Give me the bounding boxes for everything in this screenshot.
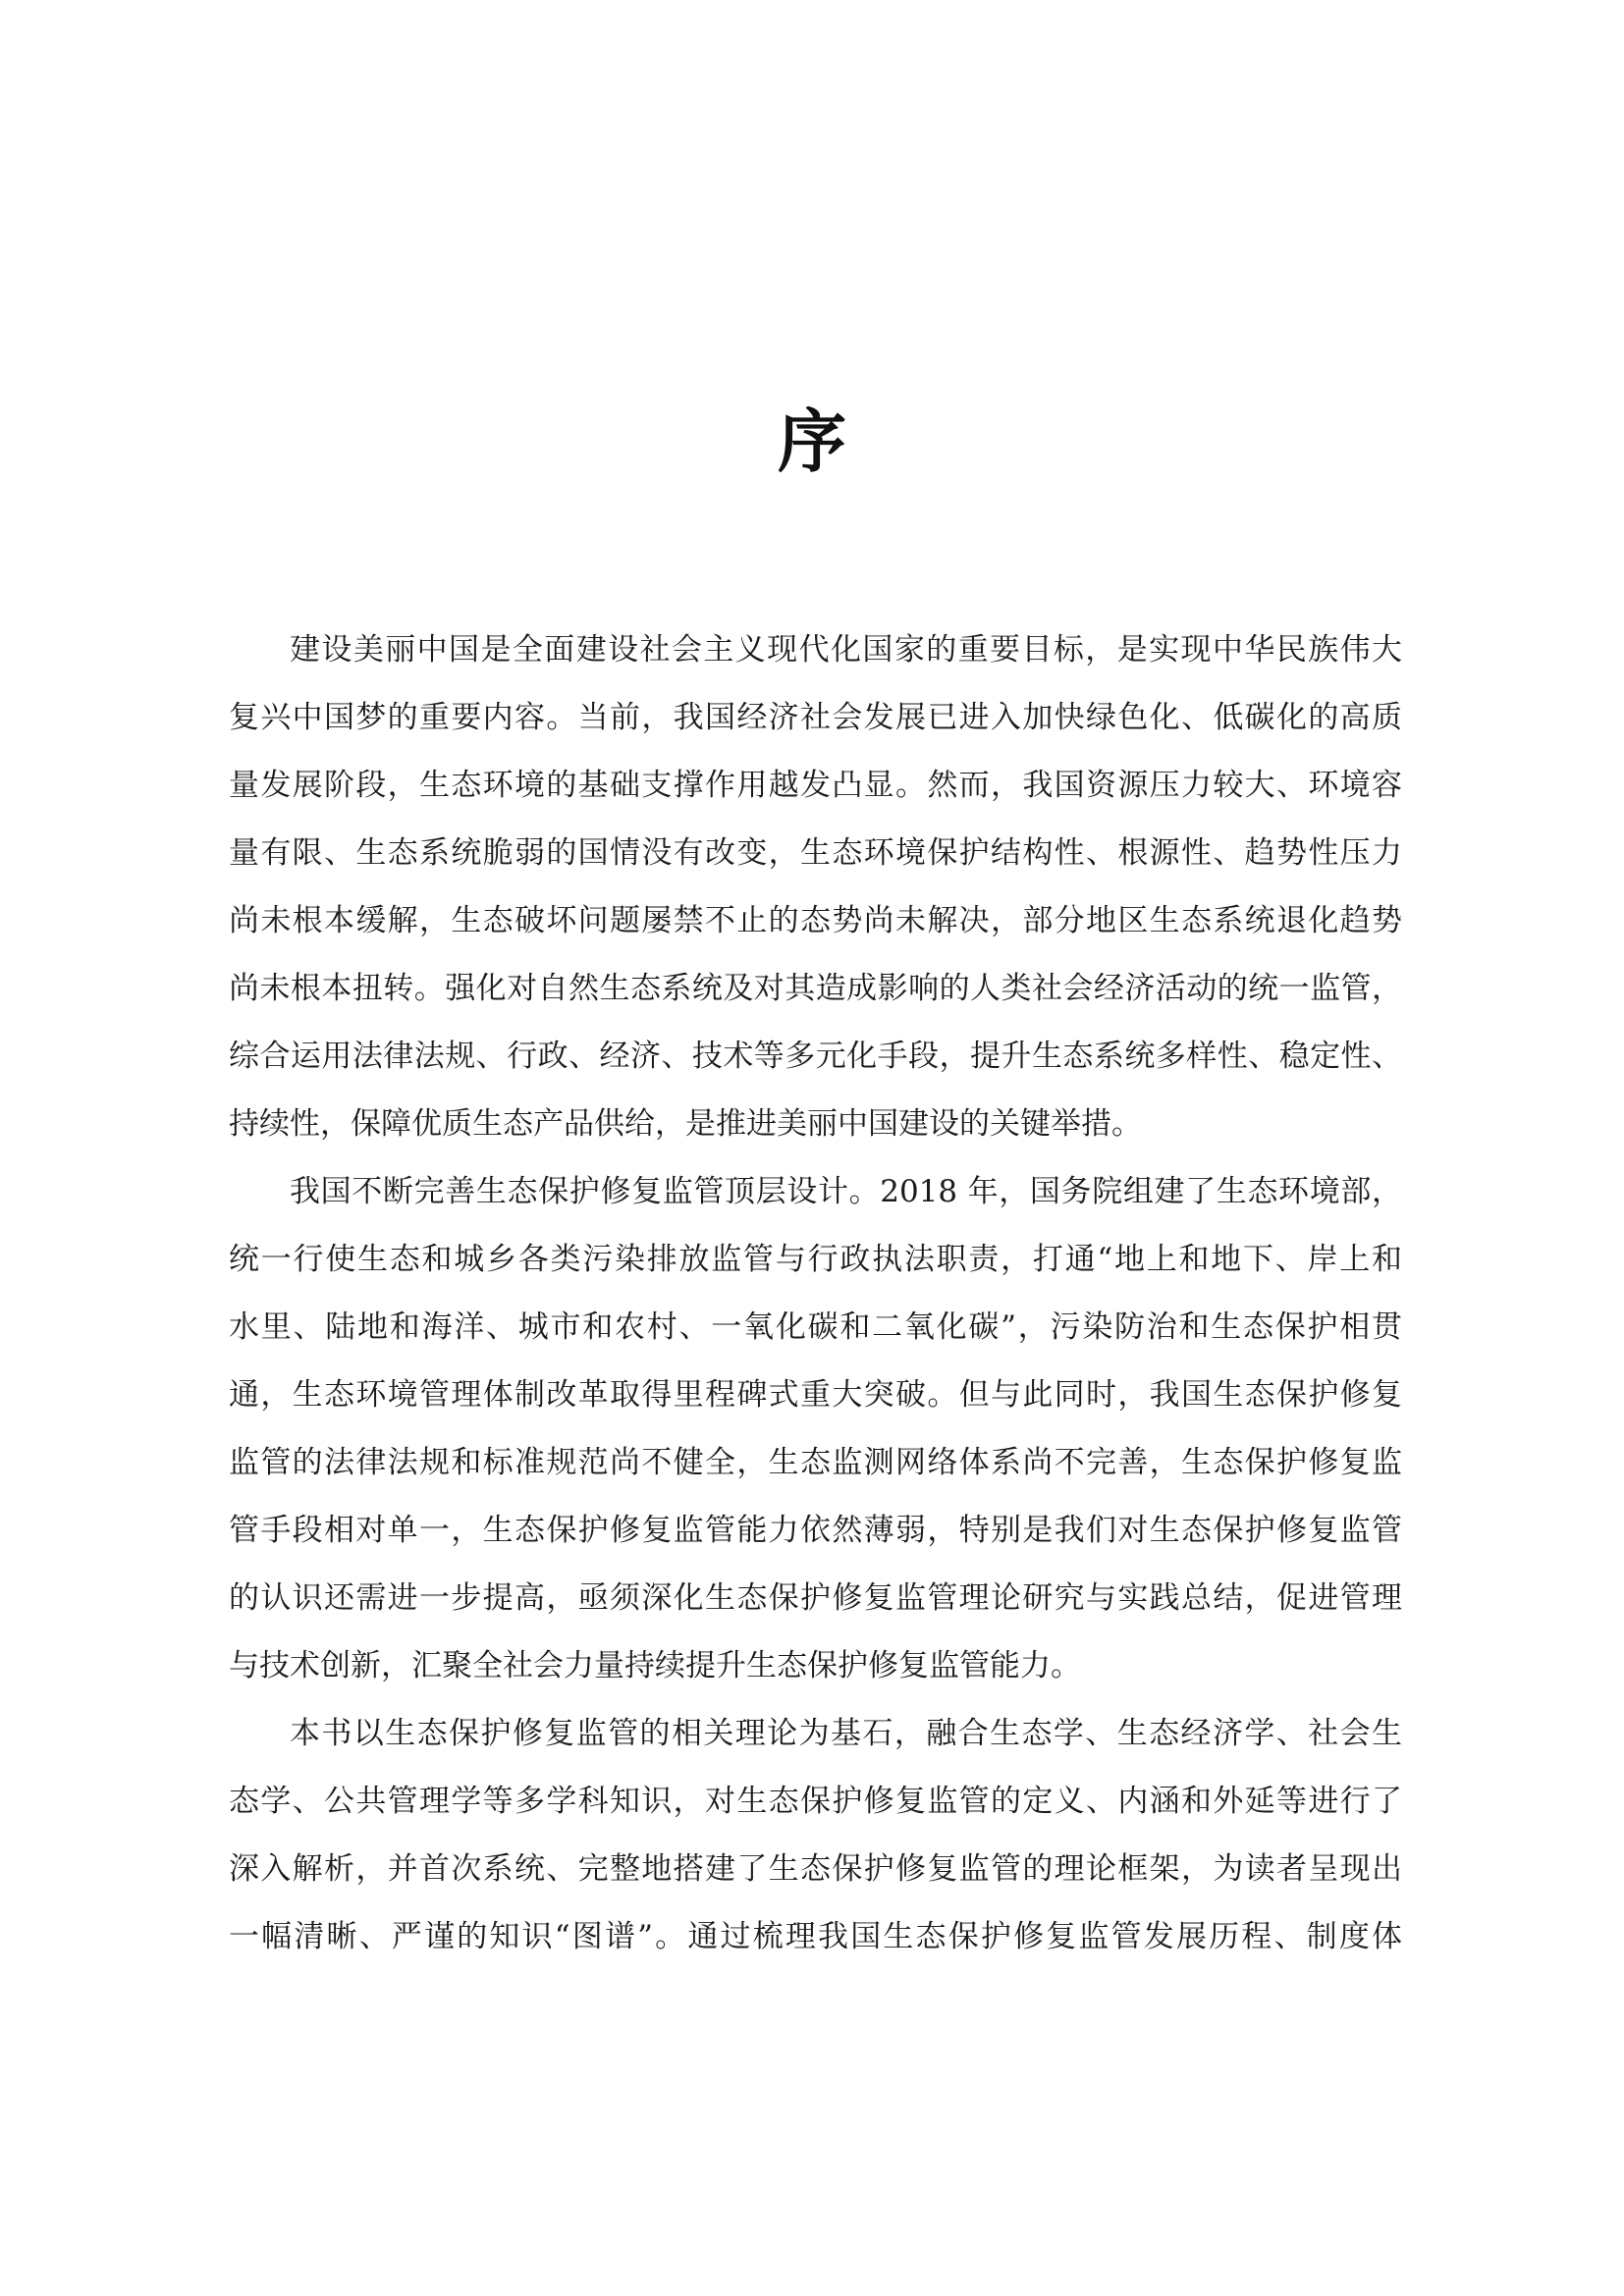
text-line: 统一行使生态和城乡各类污染排放监管与行政执法职责，打通“地上和地下、岸上和 (229, 1242, 1402, 1277)
text-line: 综合运用法律法规、行政、经济、技术等多元化手段，提升生态系统多样性、稳定性、 (229, 1039, 1402, 1074)
text-line: 管手段相对单一，生态保护修复监管能力依然薄弱，特别是我们对生态保护修复监管 (229, 1513, 1402, 1548)
page-title: 序 (778, 400, 846, 482)
paragraph-3 (229, 1700, 1402, 1971)
text-line: 水里、陆地和海洋、城市和农村、一氧化碳和二氧化碳”，污染防治和生态保护相贯 (229, 1309, 1402, 1345)
text-line: 一幅清晰、严谨的知识“图谱”。通过梳理我国生态保护修复监管发展历程、制度体 (229, 1919, 1402, 1954)
text-line: 尚未根本扭转。强化对自然生态系统及对其造成影响的人类社会经济活动的统一监管， (229, 971, 1402, 1006)
paragraph-2 (229, 1158, 1402, 1700)
text-line: 的认识还需进一步提高，亟须深化生态保护修复监管理论研究与实践总结，促进管理 (229, 1580, 1402, 1616)
text-line: 量有限、生态系统脆弱的国情没有改变，生态环境保护结构性、根源性、趋势性压力 (229, 835, 1402, 871)
text-line: 我国不断完善生态保护修复监管顶层设计。2018 年，国务院组建了生态环境部， (290, 1174, 1402, 1209)
text-line: 复兴中国梦的重要内容。当前，我国经济社会发展已进入加快绿色化、低碳化的高质 (229, 700, 1402, 735)
text-line: 持续性，保障优质生态产品供给，是推进美丽中国建设的关键举措。 (229, 1106, 1142, 1142)
text-line: 与技术创新，汇聚全社会力量持续提升生态保护修复监管能力。 (229, 1648, 1081, 1683)
text-line: 尚未根本缓解，生态破坏问题屡禁不止的态势尚未解决，部分地区生态系统退化趋势 (229, 903, 1402, 938)
text-line: 深入解析，并首次系统、完整地搭建了生态保护修复监管的理论框架，为读者呈现出 (229, 1851, 1402, 1887)
text-line: 监管的法律法规和标准规范尚不健全，生态监测网络体系尚不完善，生态保护修复监 (229, 1445, 1402, 1480)
paragraph-1 (229, 616, 1402, 1158)
preface-body (229, 616, 1402, 1971)
text-line: 量发展阶段，生态环境的基础支撑作用越发凸显。然而，我国资源压力较大、环境容 (229, 768, 1402, 803)
text-line: 通，生态环境管理体制改革取得里程碑式重大突破。但与此同时，我国生态保护修复 (229, 1377, 1402, 1413)
text-line: 建设美丽中国是全面建设社会主义现代化国家的重要目标，是实现中华民族伟大 (290, 632, 1402, 667)
text-line: 态学、公共管理学等多学科知识，对生态保护修复监管的定义、内涵和外延等进行了 (229, 1784, 1402, 1819)
text-line: 本书以生态保护修复监管的相关理论为基石，融合生态学、生态经济学、社会生 (290, 1716, 1402, 1751)
